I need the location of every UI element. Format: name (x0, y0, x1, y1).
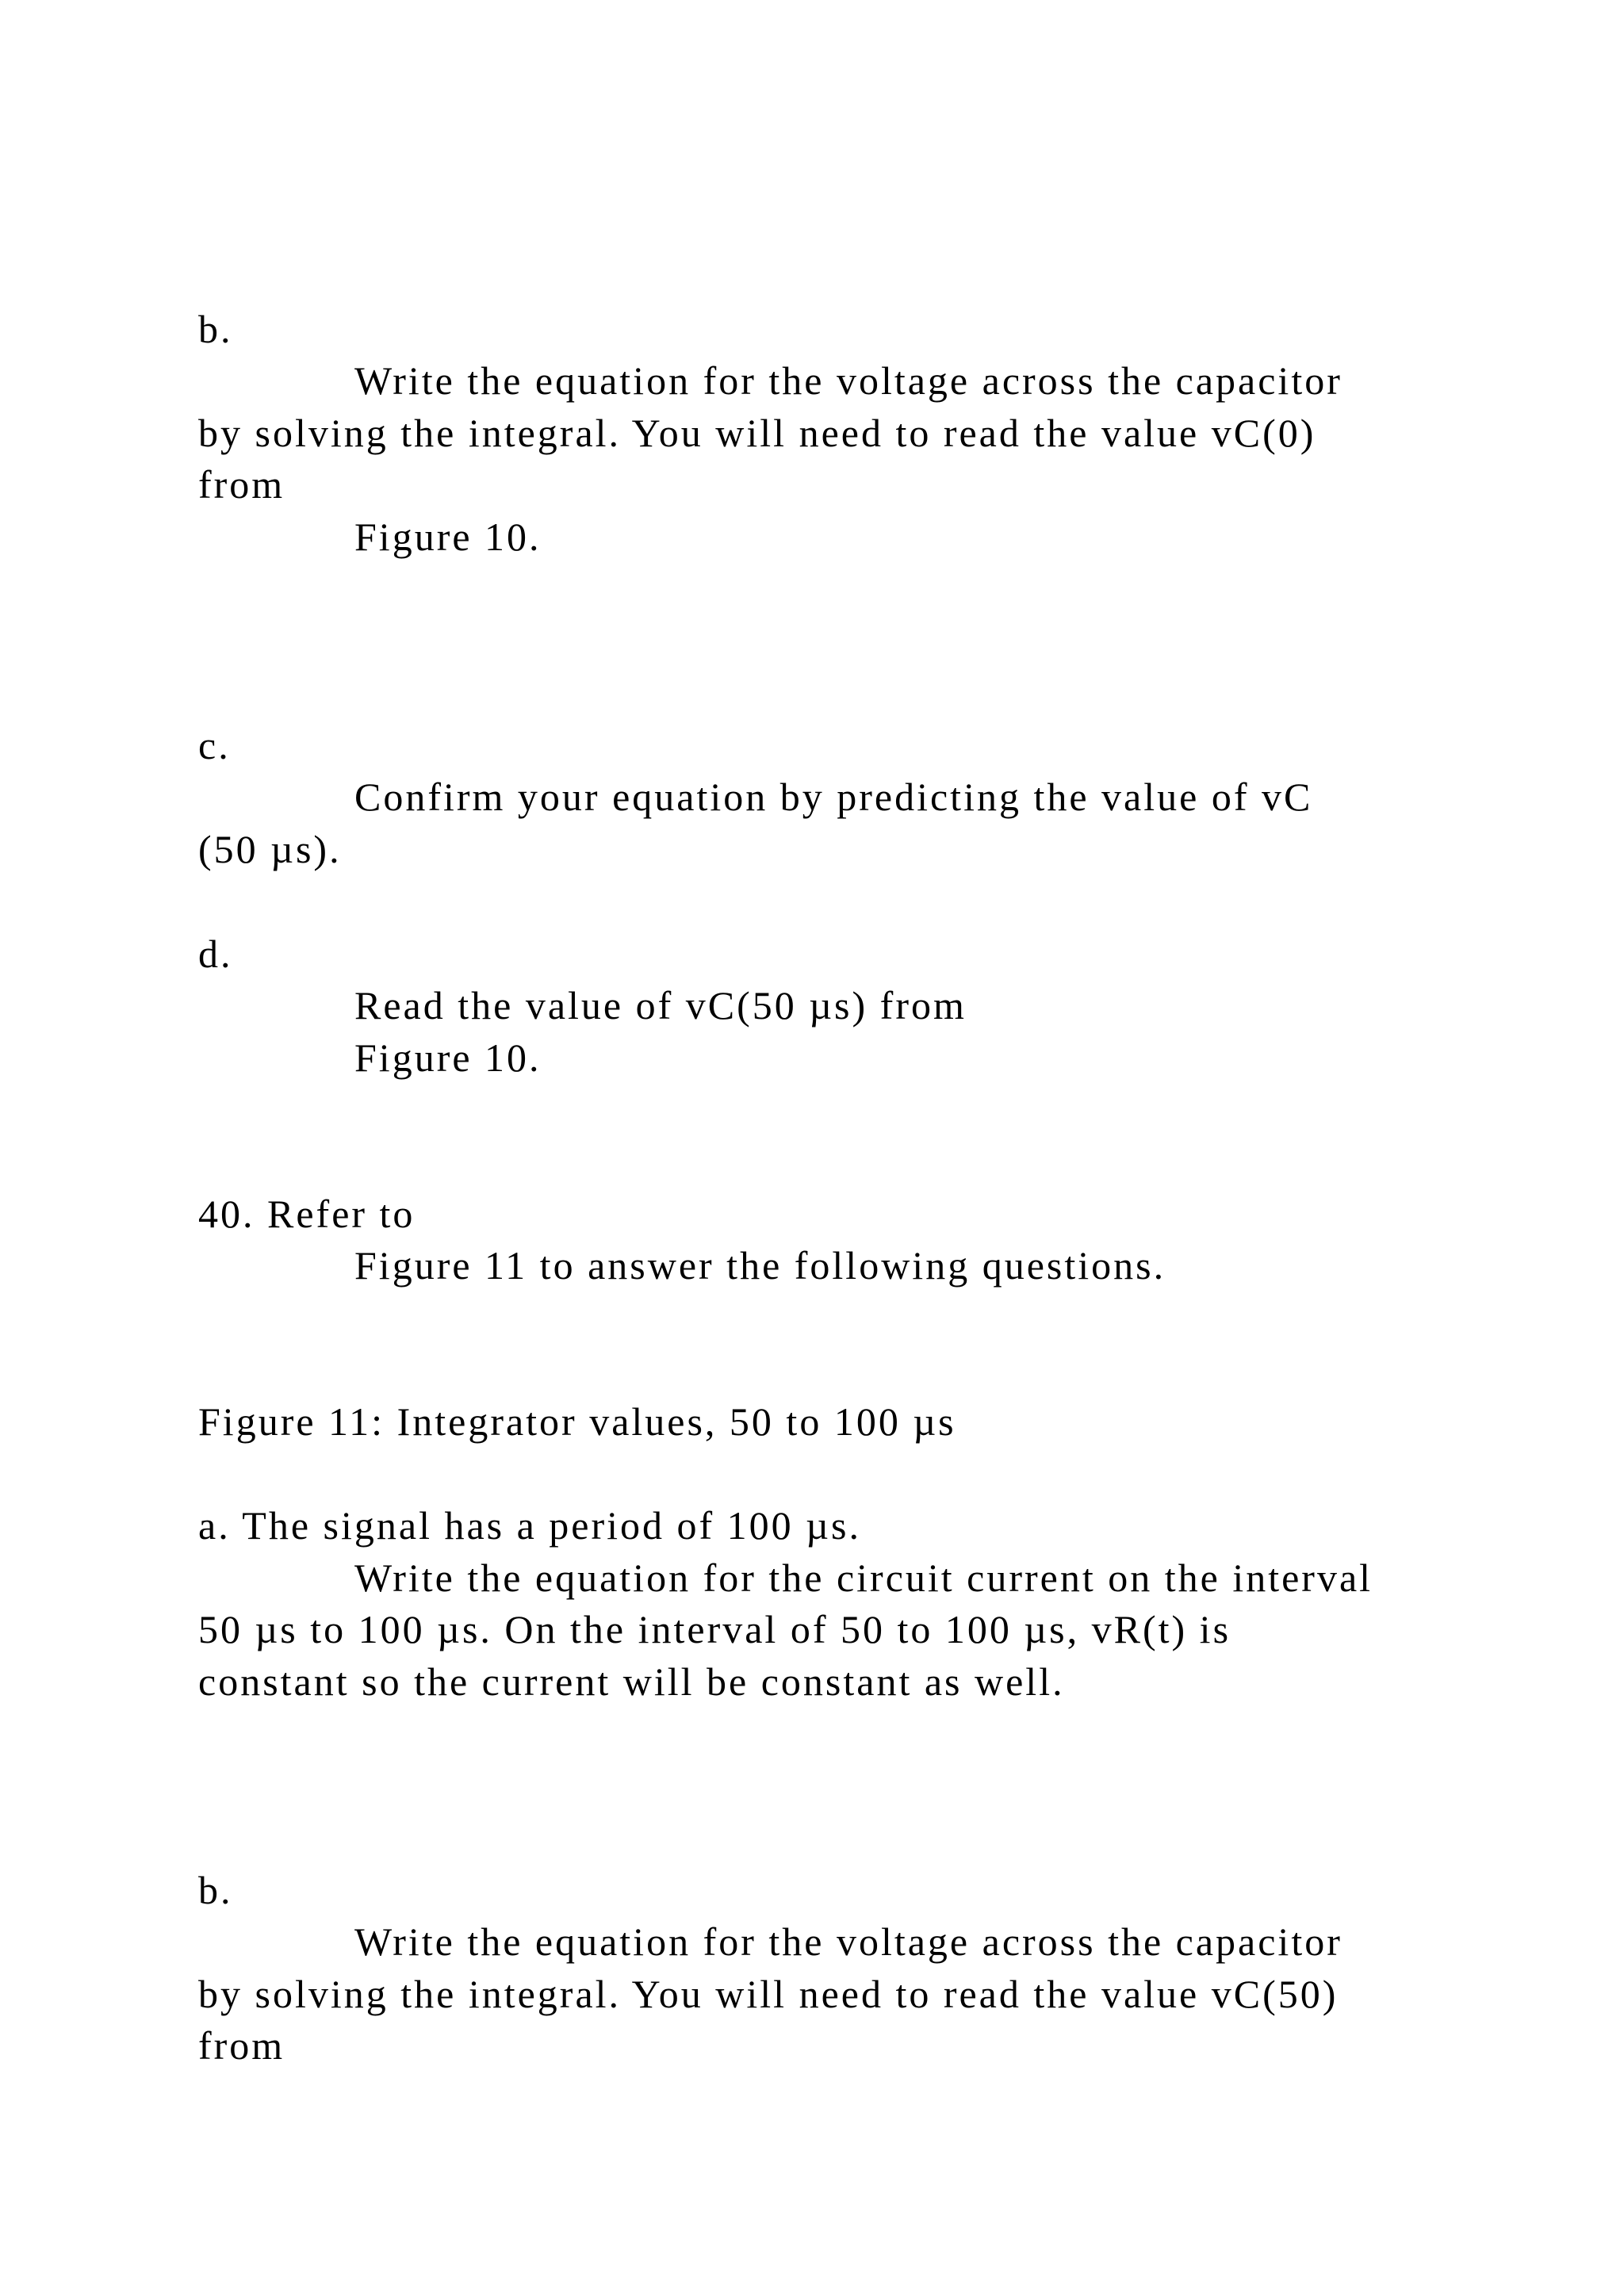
text-line: Confirm your equation by predicting the value of vC (354, 775, 1313, 819)
text-line: Read the value of vC(50 µs) from (354, 983, 967, 1027)
item-label-b: b. (198, 1868, 233, 1912)
text-line: from (198, 462, 285, 507)
figure-reference: Figure 10. (354, 1035, 542, 1080)
figure-reference: Figure 10. (354, 515, 542, 559)
text-line: Write the equation for the voltage across the capacitor (354, 1919, 1342, 1964)
item-label-a: a. The signal has a period of 100 µs. (198, 1503, 861, 1548)
text-line: Write the equation for the circuit current on the interval (354, 1556, 1373, 1600)
text-line: 50 µs to 100 µs. On the interval of 50 to 100 µs, vR(t) is (198, 1607, 1231, 1651)
item-label-b: b. (198, 307, 233, 351)
figure-reference: Figure 11 to answer the following questions. (354, 1243, 1166, 1288)
item-label-c: c. (198, 723, 231, 767)
text-line: constant so the current will be constant as well. (198, 1659, 1065, 1704)
text-line: by solving the integral. You will need to read the value vC(50) (198, 1972, 1339, 2016)
text-line: Write the equation for the voltage across the capacitor (354, 358, 1342, 403)
item-label-d: d. (198, 932, 233, 976)
text-line: (50 µs). (198, 827, 342, 871)
text-line: from (198, 2023, 285, 2068)
figure-caption: Figure 11: Integrator values, 50 to 100 µs (198, 1399, 956, 1444)
text-line: by solving the integral. You will need to read the value vC(0) (198, 411, 1316, 455)
question-number: 40. Refer to (198, 1192, 416, 1236)
